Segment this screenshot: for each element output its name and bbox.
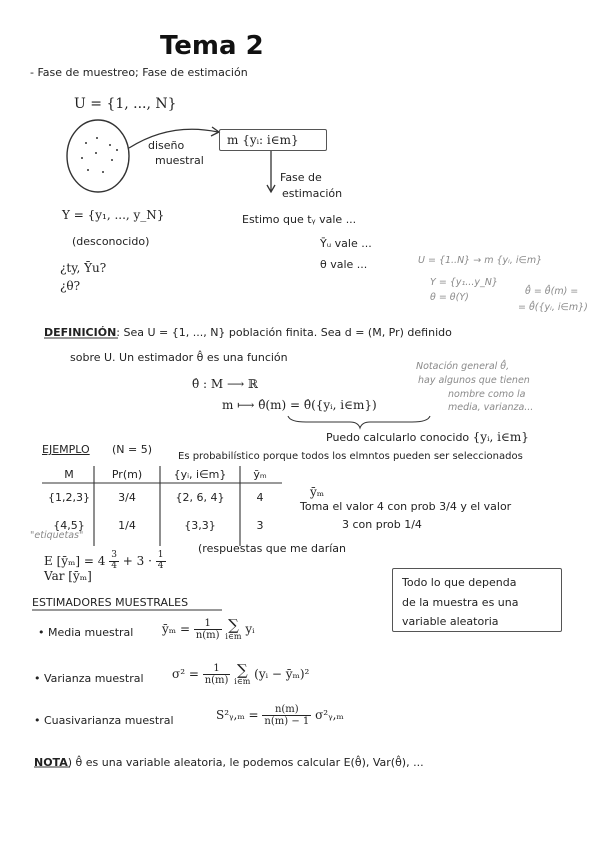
gray-note-4: media, varianza... xyxy=(448,402,534,413)
brace-note xyxy=(326,431,529,443)
nota-line xyxy=(34,757,424,768)
table-header: M xyxy=(64,468,74,481)
estimator-map-1: θ̂ : M ⟶ ℝ xyxy=(192,377,258,391)
fase-label-2: estimación xyxy=(282,187,343,200)
respuestas-note: (respuestas que me darían xyxy=(198,542,347,555)
side-note-1: U = {1..N} → m {yᵢ, i∈m} xyxy=(418,255,543,266)
sample-box-label: m {yᵢ: i∈m} xyxy=(227,133,299,147)
box-line-2: de la muestra es una xyxy=(402,596,519,609)
ejemplo-label: EJEMPLO xyxy=(42,443,90,456)
expectation-frac-2 xyxy=(156,551,166,572)
varianza-label: • Varianza muestral xyxy=(34,672,144,685)
nota-text: ) θ̂ es una variable aleatoria, le podemos calcular E(θ̂), Var(θ̂), ... xyxy=(67,756,424,769)
table-header: {yᵢ, i∈m} xyxy=(173,468,227,481)
y-definition: Y = {y₁, ..., y_N} xyxy=(62,208,165,222)
table-header: ȳₘ xyxy=(253,468,267,481)
media-sum xyxy=(225,616,242,641)
side-note-4: θ̂ = θ̂(m) = xyxy=(525,286,579,297)
side-note-5: = θ̂({yᵢ, i∈m}) xyxy=(518,302,588,313)
arrow-label-diseno: diseño xyxy=(148,139,185,152)
definicion-label: DEFINICIÓN xyxy=(44,326,117,339)
media-formula xyxy=(162,618,255,641)
table-cell: {2, 6, 4} xyxy=(175,490,225,504)
media-frac xyxy=(194,618,222,641)
table-cell: 3/4 xyxy=(118,490,136,504)
var-sum xyxy=(234,661,251,686)
etiquetas-note: "etiquetas" xyxy=(30,530,84,541)
frac-num: 1 xyxy=(157,550,164,560)
varianza-formula xyxy=(172,663,309,686)
estimo-line-1: Estimo que tᵧ vale ... xyxy=(242,213,357,226)
sum-symbol: ∑ xyxy=(236,661,248,680)
table-cell: {3,3} xyxy=(184,518,216,532)
side-note-2: Y = {y₁...y_N} xyxy=(430,277,498,288)
frac-den: n(m) xyxy=(204,675,229,686)
frac-den: 4 xyxy=(157,560,164,571)
intro-line: - Fase de muestreo; Fase de estimación xyxy=(30,66,248,79)
expectation-frac-1 xyxy=(109,551,119,572)
frac-den: n(m) xyxy=(195,630,220,641)
desconocido-label: (desconocido) xyxy=(72,235,150,248)
question-theta: ¿θ? xyxy=(60,279,81,293)
expectation-pre: E [ȳₘ] = 4 xyxy=(44,553,106,568)
cuasi-frac xyxy=(262,704,311,727)
brace-note-text: Puedo calcularlo conocido xyxy=(326,431,470,444)
population-dots xyxy=(81,137,118,173)
expectation-mid: + 3 · xyxy=(122,553,152,568)
population-circle xyxy=(67,120,129,192)
var-lhs: σ² = xyxy=(172,667,199,681)
page-title: Tema 2 xyxy=(160,31,264,61)
sum-sub: i∈m xyxy=(234,676,251,686)
gray-note-2: hay algunos que tienen xyxy=(418,375,530,386)
media-label: • Media muestral xyxy=(38,626,134,639)
cuasi-formula xyxy=(216,704,344,727)
table-header: Pr(m) xyxy=(111,468,143,481)
frac-num: 1 xyxy=(194,618,222,630)
definicion-block xyxy=(44,327,452,338)
definicion-line-1: : Sea U = {1, ..., N} población finita. Sea d = (M, Pr) definido xyxy=(116,326,452,339)
brace xyxy=(288,416,430,428)
estimadores-title: ESTIMADORES MUESTRALES xyxy=(32,596,189,609)
estimo-line-2: Ȳᵤ vale ... xyxy=(320,237,372,250)
gray-note-1: Notación general θ̂, xyxy=(416,361,510,372)
var-frac xyxy=(203,663,231,686)
sum-sub: i∈m xyxy=(225,631,242,641)
cuasi-lhs: S²ᵧ,ₘ = xyxy=(216,708,259,722)
ejemplo-note-ym: ȳₘ xyxy=(310,485,325,499)
estimator-map-2: m ⟼ θ̂(m) = θ̂({yᵢ, i∈m}) xyxy=(222,398,377,412)
table-cell: 4 xyxy=(256,490,264,504)
ejemplo-note-1: Es probabilístico porque todos los elmntos pueden ser seleccionados xyxy=(178,451,523,462)
box-line-3: variable aleatoria xyxy=(402,615,499,628)
frac-num: n(m) xyxy=(262,704,311,716)
table-cell: 1/4 xyxy=(118,518,136,532)
arrow-label-muestral: muestral xyxy=(155,154,204,167)
frac-den: n(m) − 1 xyxy=(264,716,310,727)
frac-num: 1 xyxy=(203,663,231,675)
cuasi-rhs: σ²ᵧ,ₘ xyxy=(315,708,344,722)
media-lhs: ȳₘ = xyxy=(162,622,191,636)
table-cell: {4,5} xyxy=(53,518,85,532)
box-line-1: Todo lo que dependa xyxy=(402,576,517,589)
nota-label: NOTA xyxy=(34,756,68,769)
ejemplo-note-2: Toma el valor 4 con prob 3/4 y el valor xyxy=(300,500,512,513)
variance-line: Var [ȳₘ] xyxy=(44,569,92,583)
ejemplo-note-3: 3 con prob 1/4 xyxy=(342,518,422,531)
universe-set: U = {1, ..., N} xyxy=(74,96,177,112)
ejemplo-table xyxy=(44,466,280,539)
frac-den: 4 xyxy=(111,560,117,571)
cuasi-label: • Cuasivarianza muestral xyxy=(34,714,174,727)
side-note-3: θ = θ(Y) xyxy=(430,292,469,303)
definicion-line-2: sobre U. Un estimador θ̂ es una función xyxy=(70,351,288,364)
question-ty: ¿ty, Ȳu? xyxy=(60,261,107,275)
media-rhs: yᵢ xyxy=(245,622,255,636)
table-row xyxy=(44,483,280,511)
gray-note-3: nombre como la xyxy=(448,389,526,400)
fase-label-1: Fase de xyxy=(280,171,322,184)
brace-note-math: {yᵢ, i∈m} xyxy=(472,430,529,444)
estimo-line-3: θ vale ... xyxy=(320,258,368,271)
frac-num: 3 xyxy=(111,550,117,560)
table-cell: 3 xyxy=(256,518,264,532)
sum-symbol: ∑ xyxy=(228,616,239,635)
var-rhs: (yᵢ − ȳₘ)² xyxy=(254,667,310,681)
ejemplo-n: (N = 5) xyxy=(112,443,153,456)
table-cell: {1,2,3} xyxy=(48,490,90,504)
